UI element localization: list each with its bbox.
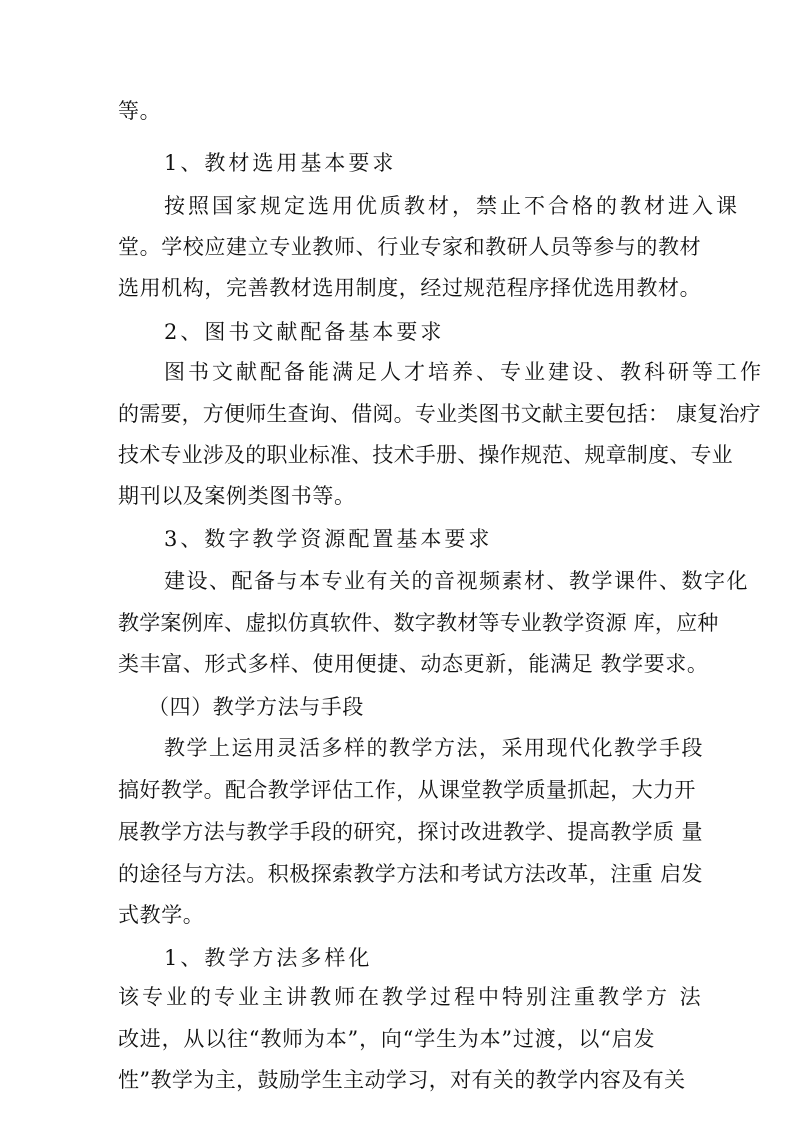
text-line-17: 搞好教学。配合教学评估工作，从课堂教学质量抓起，大力开	[118, 778, 696, 802]
text-line-5: 选用机构，完善教材选用制度，经过规范程序择优选用教材。	[118, 276, 702, 300]
text-line-8: 的需要，方便师生查询、借阅。专业类图书文献主要包括： 康复治疗	[118, 402, 761, 426]
section-heading-teaching-methods: （四）教学方法与手段	[148, 695, 364, 719]
text-line-10: 期刊以及案例类图书等。	[118, 484, 356, 508]
text-line-3: 按照国家规定选用优质教材，禁止不合格的教材进入课	[164, 194, 740, 218]
text-line-13: 教学案例库、虚拟仿真软件、数字教材等专业教学资源 库，应种	[118, 611, 719, 635]
text-line-23: 改进，从以往“教师为本”，向“学生为本”过渡，以“启发	[118, 1027, 656, 1051]
text-line-12: 建设、配备与本专业有关的音视频素材、教学课件、数字化	[164, 569, 749, 593]
heading-digital-resources: 3、数字教学资源配置基本要求	[164, 527, 493, 551]
text-line-14: 类丰富、形式多样、使用便捷、动态更新，能满足 教学要求。	[118, 652, 709, 676]
text-line-22: 该专业的专业主讲教师在教学过程中特别注重教学方 法	[118, 985, 704, 1009]
text-line-18: 展教学方法与教学手段的研究，探讨改进教学、提高教学质 量	[118, 820, 703, 844]
heading-textbook-selection: 1、教材选用基本要求	[164, 151, 397, 175]
text-line-1: 等。	[118, 99, 162, 123]
text-line-16: 教学上运用灵活多样的教学方法，采用现代化教学手段	[164, 736, 704, 760]
text-line-4: 堂。学校应建立专业教师、行业专家和教研人员等参与的教材	[118, 235, 702, 259]
text-line-19: 的途径与方法。积极探索教学方法和考试方法改革，注重 启发	[118, 862, 703, 886]
heading-diverse-methods: 1、教学方法多样化	[164, 946, 373, 970]
text-line-24: 性”教学为主，鼓励学生主动学习，对有关的教学内容及有关	[118, 1068, 686, 1092]
text-line-7: 图书文献配备能满足人才培养、专业建设、教科研等工作	[164, 360, 764, 384]
text-line-20: 式教学。	[118, 903, 205, 927]
text-line-9: 技术专业涉及的职业标准、技术手册、操作规范、规章制度、专业	[118, 443, 733, 467]
heading-library-resources: 2、图书文献配备基本要求	[164, 320, 445, 344]
